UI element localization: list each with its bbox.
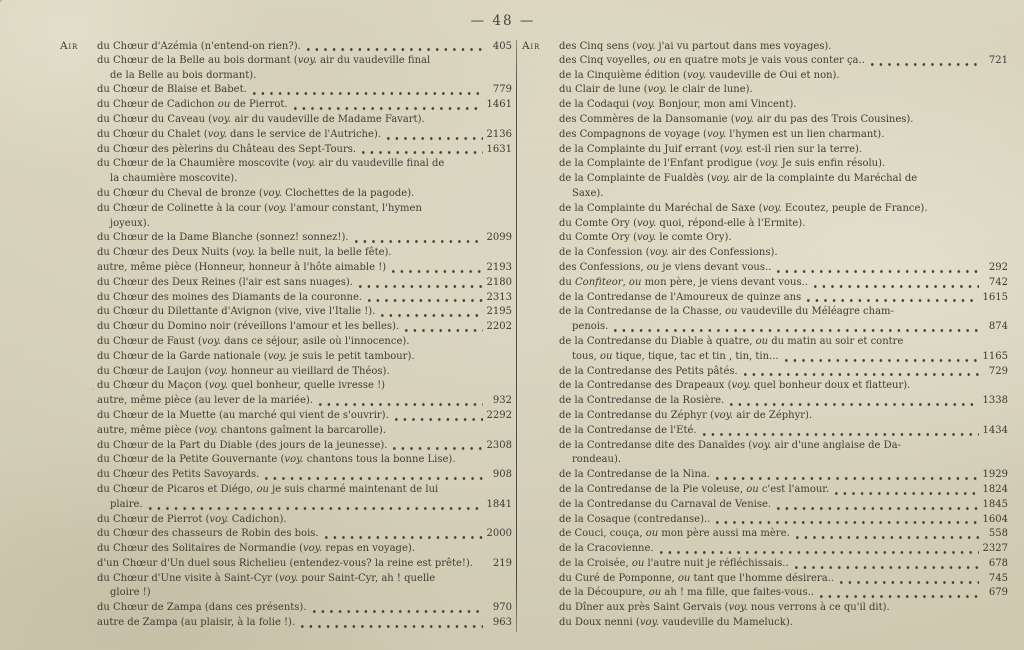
dot-leader xyxy=(782,350,979,365)
air-number: 745 xyxy=(988,572,1008,584)
entry-text: du Comte Ory (voy. le comte Ory). xyxy=(559,232,732,244)
index-column-right xyxy=(522,39,1008,631)
index-line xyxy=(559,542,1008,557)
air-number: 721 xyxy=(988,54,1008,66)
index-line xyxy=(97,320,512,335)
entry-text: de la Contredanse des Petits pâtés. xyxy=(559,365,738,377)
index-line xyxy=(97,291,512,306)
index-line xyxy=(97,439,512,454)
air-number: 1461 xyxy=(486,99,512,111)
entry-text: de la Contredanse de la Chasse, ou vaudeville du Méléagre cham- xyxy=(559,306,894,318)
index-line xyxy=(559,217,1008,232)
index-line xyxy=(559,276,1008,291)
entry-text: du Chœur du Cheval de bronze (voy. Clochettes de la pagode). xyxy=(97,187,415,199)
index-line xyxy=(559,172,1008,187)
dot-leader xyxy=(713,468,979,483)
dot-leader xyxy=(817,586,979,601)
entry-text: du Chœur des Petits Savoyards. xyxy=(97,469,260,481)
dot-leader xyxy=(390,439,483,454)
index-line xyxy=(97,498,512,513)
index-line xyxy=(559,187,1008,202)
air-number: 729 xyxy=(988,365,1008,377)
column-divider xyxy=(516,40,517,632)
entry-text: plaire. xyxy=(110,498,143,510)
dot-leader xyxy=(402,320,483,335)
index-line xyxy=(97,172,512,187)
index-line xyxy=(97,483,512,498)
index-line xyxy=(559,143,1008,158)
index-line xyxy=(559,527,1008,542)
entry-text: du Chœur de la Chaumière moscovite (voy. air du vaudeville final de xyxy=(97,158,445,170)
entry-text: de la Complainte du Maréchal de Saxe (voy. Ecoutez, peuple de France). xyxy=(559,202,928,214)
entry-text: du Confiteor, ou mon père, je viens devant vous.. xyxy=(559,276,808,288)
entry-text: de la Découpure, ou ah ! ma fille, que faites-vous.. xyxy=(559,587,814,599)
entry-text: autre, même pièce (au lever de la mariée). xyxy=(97,395,313,407)
entry-text: joyeux). xyxy=(110,217,150,229)
entry-text: de la Contredanse des Drapeaux (voy. quel bonheur doux et flatteur). xyxy=(559,380,911,392)
index-line xyxy=(97,261,512,276)
air-number: 963 xyxy=(492,617,512,629)
entry-text: du Dîner aux près Saint Gervais (voy. nous verrons à ce qu'il dit). xyxy=(559,602,890,614)
entry-text: du Chœur des Solitaires de Normandie (voy. repas en voyage). xyxy=(97,543,415,555)
air-number: 1165 xyxy=(982,350,1008,362)
entry-text: de la Belle au bois dormant). xyxy=(110,69,257,81)
entry-text: du Chœur de Picaros et Diégo, ou je suis charmé maintenant de lui xyxy=(97,483,439,495)
dot-leader xyxy=(727,394,979,409)
index-line xyxy=(97,379,512,394)
air-number: 2327 xyxy=(982,543,1008,555)
index-line xyxy=(559,128,1008,143)
entry-text: du Clair de lune (voy. le clair de lune). xyxy=(559,84,753,96)
dot-leader xyxy=(310,601,484,616)
index-line xyxy=(97,143,512,158)
air-number: 679 xyxy=(988,587,1008,599)
entry-text: du Chœur du Caveau (voy. air du vaudeville de Madame Favart). xyxy=(97,113,425,125)
entry-text: de la Complainte de Fualdès (voy. air de la complainte du Maréchal de xyxy=(559,173,918,185)
entry-text: de la Contredanse de la Rosière. xyxy=(559,395,725,407)
entry-text: penois. xyxy=(572,321,609,333)
index-line xyxy=(60,39,512,54)
air-number: 2202 xyxy=(486,321,512,333)
entry-text: du Chœur des chasseurs de Robin des bois. xyxy=(97,528,319,540)
index-line xyxy=(559,483,1008,498)
dot-leader xyxy=(298,616,483,631)
air-number: 932 xyxy=(492,395,512,407)
entry-text: du Chœur de la Part du Diable (des jours de la jeunesse). xyxy=(97,439,388,451)
entry-text: du Chœur de Laujon (voy. honneur au vieillard de Théos). xyxy=(97,365,390,377)
index-line xyxy=(97,246,512,261)
dot-leader xyxy=(792,557,979,572)
air-number: 2313 xyxy=(486,291,512,303)
entry-text: du Chœur du Maçon (voy. quel bonheur, quelle ivresse !) xyxy=(97,380,386,392)
index-line xyxy=(97,202,512,217)
air-number: 1338 xyxy=(982,395,1008,407)
dot-leader xyxy=(700,424,979,439)
air-number: 2292 xyxy=(486,409,512,421)
entry-text: du Doux nenni (voy. vaudeville du Mameluck). xyxy=(559,617,793,629)
dot-leader xyxy=(356,276,483,291)
index-line xyxy=(559,54,1008,69)
entry-text: de la Complainte de l'Enfant prodigue (voy. Je suis enfin résolu). xyxy=(559,158,886,170)
dot-leader xyxy=(868,54,979,69)
index-line xyxy=(97,350,512,365)
entry-text: du Chœur de la Muette (au marché qui vient de s'ouvrir). xyxy=(97,409,389,421)
index-line xyxy=(559,246,1008,261)
entry-text: de la Contredanse du Carnaval de Venise. xyxy=(559,498,772,510)
air-number: 2195 xyxy=(486,306,512,318)
index-line xyxy=(559,113,1008,128)
index-line xyxy=(97,527,512,542)
index-line xyxy=(559,365,1008,380)
air-number: 1615 xyxy=(982,291,1008,303)
index-line xyxy=(97,98,512,113)
entry-text: de la Contredanse de la Pie voleuse, ou c'est l'amour. xyxy=(559,483,830,495)
index-line xyxy=(559,468,1008,483)
air-label: Air xyxy=(60,40,79,52)
air-number: 742 xyxy=(988,276,1008,288)
entry-text: du Chœur d'Une visite à Saint-Cyr (voy. pour Saint-Cyr, ah ! quelle xyxy=(97,572,436,584)
entry-text: du Comte Ory (voy. quoi, répond-elle à l'Ermite). xyxy=(559,217,806,229)
entry-text: du Chœur des Deux Reines (l'air est sans nuages). xyxy=(97,276,353,288)
air-number: 1631 xyxy=(486,143,512,155)
index-line xyxy=(97,365,512,380)
dot-leader xyxy=(384,128,483,143)
air-number: 970 xyxy=(492,602,512,614)
entry-text: du Chœur de la Petite Gouvernante (voy. chantons tous la bonne Lise). xyxy=(97,454,456,466)
dot-leader xyxy=(365,291,483,306)
dot-leader xyxy=(774,498,979,513)
dot-leader xyxy=(262,468,483,483)
dot-leader xyxy=(793,527,979,542)
air-number: 558 xyxy=(988,528,1008,540)
index-line xyxy=(559,379,1008,394)
entry-text: de Couci, couça, ou mon père aussi ma mère. xyxy=(559,528,790,540)
index-line xyxy=(97,572,512,587)
entry-text: de la Complainte du Juif errant (voy. est-il rien sur la terre). xyxy=(559,143,863,155)
dot-leader xyxy=(611,320,979,335)
entry-text: du Chœur de Faust (voy. dans ce séjour, asile où l'innocence). xyxy=(97,335,410,347)
index-line xyxy=(559,350,1008,365)
dot-leader xyxy=(378,305,483,320)
index-line xyxy=(97,453,512,468)
index-line xyxy=(559,513,1008,528)
index-line xyxy=(97,616,512,631)
entry-text: gloire !) xyxy=(110,587,151,599)
index-line xyxy=(97,83,512,98)
index-line xyxy=(559,557,1008,572)
index-line xyxy=(522,39,1008,54)
entry-text: de la Cracovienne. xyxy=(559,543,654,555)
entry-text: de la Contredanse du Diable à quatre, ou du matin au soir et contre xyxy=(559,335,904,347)
index-line xyxy=(559,305,1008,320)
index-line xyxy=(97,113,512,128)
air-number: 2136 xyxy=(486,128,512,140)
entry-text: de la Confession (voy. air des Confessions). xyxy=(559,247,778,259)
dot-leader xyxy=(657,542,979,557)
entry-text: de la Contredanse dite des Danaïdes (voy. air d'une anglaise de Da- xyxy=(559,439,902,451)
entry-text: tous, ou tique, tique, tac et tin , tin, tin... xyxy=(572,350,779,362)
entry-text: du Chœur du Domino noir (réveillons l'amour et les belles). xyxy=(97,321,400,333)
entry-text: de la Cosaque (contredanse).. xyxy=(559,513,711,525)
index-line xyxy=(559,291,1008,306)
index-line xyxy=(97,424,512,439)
index-line xyxy=(559,409,1008,424)
air-number: 405 xyxy=(492,41,512,52)
air-label: Air xyxy=(522,40,541,52)
dot-leader xyxy=(304,39,483,54)
index-line xyxy=(559,83,1008,98)
index-line xyxy=(97,128,512,143)
dot-leader xyxy=(359,143,483,158)
entry-text: du Chœur du Chalet (voy. dans le service de l'Autriche). xyxy=(97,128,381,140)
index-line xyxy=(97,305,512,320)
entry-text: du Chœur de Cadichon ou de Pierrot. xyxy=(97,99,288,111)
dot-leader xyxy=(811,276,979,291)
entry-text: des Commères de la Dansomanie (voy. air du pas des Trois Cousines). xyxy=(559,113,914,125)
dot-leader xyxy=(389,261,483,276)
index-line xyxy=(559,498,1008,513)
entry-text: des Confessions, ou je viens devant vous.. xyxy=(559,261,772,273)
index-line xyxy=(559,586,1008,601)
entry-text: du Chœur des moines des Diamants de la couronne. xyxy=(97,291,363,303)
dot-leader xyxy=(392,409,483,424)
dot-leader xyxy=(804,291,979,306)
index-line xyxy=(97,409,512,424)
air-number: 2308 xyxy=(486,439,512,451)
index-line xyxy=(97,557,512,572)
dot-leader xyxy=(291,98,483,113)
air-number: 874 xyxy=(988,321,1008,333)
entry-text: autre, même pièce (Honneur, honneur à l'hôte aimable !) xyxy=(97,261,387,273)
index-line xyxy=(559,335,1008,350)
entry-text: rondeau). xyxy=(572,454,622,466)
index-line xyxy=(559,261,1008,276)
index-line xyxy=(559,202,1008,217)
entry-text: du Chœur d'Azémia (n'entend-on rien?). xyxy=(97,41,301,52)
dot-leader xyxy=(322,527,483,542)
index-line xyxy=(559,439,1008,454)
dot-leader xyxy=(250,83,483,98)
index-line xyxy=(97,586,512,601)
entry-text: du Chœur du Dilettante d'Avignon (vive, vive l'Italie !). xyxy=(97,306,376,318)
index-line xyxy=(559,424,1008,439)
index-line xyxy=(97,394,512,409)
air-number: 908 xyxy=(492,469,512,481)
entry-text: autre, même pièce (voy. chantons gaîment la barcarolle). xyxy=(97,424,387,436)
index-line xyxy=(97,54,512,69)
entry-text: des Cinq voyelles, ou en quatre mots je vais vous conter ça.. xyxy=(559,54,865,66)
index-line xyxy=(97,513,512,528)
entry-text: du Chœur de Blaise et Babet. xyxy=(97,84,247,96)
air-number: 1434 xyxy=(982,424,1008,436)
entry-text: du Chœur de Zampa (dans ces présents). xyxy=(97,602,307,614)
dot-leader xyxy=(316,394,483,409)
entry-text: du Chœur de la Belle au bois dormant (voy. air du vaudeville final xyxy=(97,54,431,66)
air-number: 1841 xyxy=(486,498,512,510)
air-number: 678 xyxy=(988,557,1008,569)
paper-specks xyxy=(0,0,2,2)
index-line xyxy=(97,542,512,557)
air-number: 2180 xyxy=(486,276,512,288)
air-number: 1824 xyxy=(982,483,1008,495)
index-line xyxy=(559,453,1008,468)
entry-text: Saxe). xyxy=(572,187,604,199)
dot-leader xyxy=(837,572,979,587)
dot-leader xyxy=(774,261,979,276)
index-line xyxy=(559,394,1008,409)
entry-text: du Curé de Pomponne, ou tant que l'homme désirera.. xyxy=(559,572,835,584)
index-line xyxy=(97,187,512,202)
air-number: 1929 xyxy=(982,469,1008,481)
index-line xyxy=(97,231,512,246)
index-line xyxy=(559,231,1008,246)
index-line xyxy=(559,157,1008,172)
entry-text: de la Contredanse de l'Eté. xyxy=(559,424,697,436)
index-line xyxy=(559,320,1008,335)
dot-leader xyxy=(832,483,979,498)
entry-text: du Chœur des pèlerins du Château des Sept-Tours. xyxy=(97,143,357,155)
entry-text: des Compagnons de voyage (voy. l'hymen est un lien charmant). xyxy=(559,128,885,140)
index-line xyxy=(97,157,512,172)
entry-text: de la Contredanse de la Nina. xyxy=(559,469,711,481)
entry-text: du Chœur de la Garde nationale (voy. je suis le petit tambour). xyxy=(97,350,415,362)
index-line xyxy=(97,601,512,616)
index-line xyxy=(97,69,512,84)
index-line xyxy=(559,601,1008,616)
air-number: 292 xyxy=(988,261,1008,273)
entry-text: de la Cinquième édition (voy. vaudeville de Oui et non). xyxy=(559,69,840,81)
entry-text: de la Contredanse de l'Amoureux de quinze ans xyxy=(559,291,802,303)
air-number: 219 xyxy=(492,557,512,569)
entry-text: d'un Chœur d'Un duel sous Richelieu (entendez-vous? la reine est prête!). xyxy=(97,557,473,569)
dot-leader xyxy=(352,231,483,246)
dot-leader xyxy=(146,498,483,513)
entry-text: du Chœur de Pierrot (voy. Cadichon). xyxy=(97,513,287,525)
air-number: 1604 xyxy=(982,513,1008,525)
entry-text: de la Contredanse du Zéphyr (voy. air de Zéphyr). xyxy=(559,409,813,421)
entry-text: de la Codaqui (voy. Bonjour, mon ami Vincent). xyxy=(559,99,797,111)
entry-text: du Chœur de Colinette à la cour (voy. l'amour constant, l'hymen xyxy=(97,202,422,214)
index-line xyxy=(97,217,512,232)
index-line xyxy=(559,69,1008,84)
entry-text: autre de Zampa (au plaisir, à la folie !). xyxy=(97,617,296,629)
index-line xyxy=(97,335,512,350)
air-number: 2000 xyxy=(486,528,512,540)
entry-text: la chaumière moscovite). xyxy=(110,173,238,185)
air-number: 2099 xyxy=(486,232,512,244)
index-line xyxy=(97,276,512,291)
entry-text: du Chœur des Deux Nuits (voy. la belle nuit, la belle fête). xyxy=(97,247,392,259)
entry-text: des Cinq sens (voy. j'ai vu partout dans mes voyages). xyxy=(559,41,832,52)
index-line xyxy=(97,468,512,483)
index-column-left xyxy=(60,39,512,631)
index-line xyxy=(559,572,1008,587)
page-number: — 48 — xyxy=(470,13,536,29)
index-line xyxy=(559,616,1008,631)
air-number: 2193 xyxy=(486,261,512,273)
index-line xyxy=(559,98,1008,113)
entry-text: du Chœur de la Dame Blanche (sonnez! sonnez!). xyxy=(97,232,349,244)
dot-leader xyxy=(741,365,979,380)
dot-leader xyxy=(713,513,979,528)
air-number: 779 xyxy=(492,84,512,96)
air-number: 1845 xyxy=(982,498,1008,510)
entry-text: de la Croisée, ou l'autre nuit je réfléchissais.. xyxy=(559,557,789,569)
